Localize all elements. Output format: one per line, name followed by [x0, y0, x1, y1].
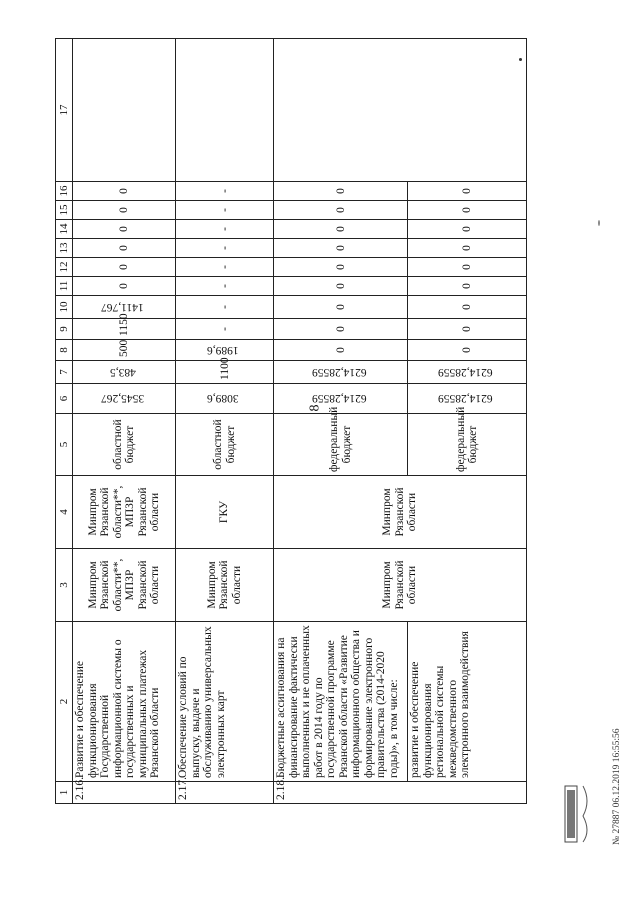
- year-value: 0: [408, 201, 527, 220]
- col-header-5: 5: [56, 414, 73, 476]
- year-value: -: [176, 201, 274, 220]
- row-number: 2.18.: [274, 782, 527, 804]
- notes-cell: [73, 39, 176, 182]
- total-amount-value: 3545,267: [100, 392, 145, 405]
- year-value: 0: [274, 220, 408, 239]
- responsible-executor: Минпром Рязанской области: [274, 549, 527, 622]
- year-value: 0: [73, 201, 176, 220]
- year-value: -: [176, 258, 274, 277]
- year-value: 0: [73, 258, 176, 277]
- col-header-13: 13: [56, 239, 73, 258]
- year-value: 0: [73, 182, 176, 201]
- total-amount-value: 3089,6: [207, 392, 239, 405]
- year-value: 500: [73, 340, 176, 361]
- total-amount-value: 6214,28559: [311, 392, 367, 405]
- col-header-14: 14: [56, 220, 73, 239]
- measure-name: Обеспечение условий по выпуску, выдаче и обслуживанию универсальных электронных карт: [176, 622, 274, 782]
- year-value: 0: [408, 182, 527, 201]
- col-header-1: 1: [56, 782, 73, 804]
- co-executor: Минпром Рязанской области**, МПЗР Рязанской области: [73, 476, 176, 549]
- table-row: [176, 39, 274, 804]
- year-value: -: [176, 277, 274, 296]
- year-value: [73, 361, 176, 384]
- year-value: -: [176, 319, 274, 340]
- header-row: [56, 39, 73, 804]
- col-header-3: 3: [56, 549, 73, 622]
- co-executor: ГКУ: [176, 476, 274, 549]
- col-header-9: 9: [56, 319, 73, 340]
- year-value: [274, 361, 408, 384]
- row-number: 2.16.: [73, 782, 176, 804]
- page-number: 8: [307, 404, 323, 412]
- measure-name: Развитие и обеспечение функционирования Государственной информационной системы о государственных и муниципальных платежах Рязанской области: [73, 622, 176, 782]
- col-header-16: 16: [56, 182, 73, 201]
- year-value: 0: [274, 201, 408, 220]
- rotated-table-wrapper: [55, 38, 518, 804]
- year-value-text: 483,5: [109, 366, 136, 378]
- year-value-text: 6214,28559: [438, 366, 493, 378]
- col-header-10: 10: [56, 296, 73, 319]
- year-value: -: [176, 296, 274, 319]
- col-header-15: 15: [56, 201, 73, 220]
- year-value: 0: [274, 239, 408, 258]
- notes-cell: [176, 39, 274, 182]
- table-row: [73, 39, 176, 804]
- year-value: 0: [274, 296, 408, 319]
- col-header-4: 4: [56, 476, 73, 549]
- col-header-8: 8: [56, 340, 73, 361]
- responsible-executor: Минпром Рязанской области: [176, 549, 274, 622]
- col-header-11: 11: [56, 277, 73, 296]
- year-value: 0: [274, 340, 408, 361]
- row-number: 2.17.: [176, 782, 274, 804]
- year-value: [408, 361, 527, 384]
- year-value: 0: [408, 340, 527, 361]
- year-value-text: 1411,767: [101, 301, 144, 313]
- year-value: 0: [274, 277, 408, 296]
- registration-note: № 27887 06.12.2019 16:55:56: [612, 728, 622, 845]
- funding-source: областной бюджет: [176, 414, 274, 476]
- year-value-text: 1989,6: [207, 344, 239, 356]
- funding-source: федеральный бюджет: [408, 414, 527, 476]
- year-value: 1150: [73, 319, 176, 340]
- col-header-2: 2: [56, 622, 73, 782]
- year-value: -: [176, 239, 274, 258]
- year-value: 0: [274, 319, 408, 340]
- measure-name: развитие и обеспечение функционирования региональной системы межведомственного электронного взаимодействия: [408, 622, 527, 782]
- year-value: 0: [73, 277, 176, 296]
- notes-cell: [274, 39, 527, 182]
- registration-stamp: [561, 746, 599, 846]
- year-value: 0: [408, 296, 527, 319]
- year-value: 0: [408, 319, 527, 340]
- responsible-executor: Минпром Рязанской области**, МПЗР Рязанской области: [73, 549, 176, 622]
- year-value: 0: [73, 239, 176, 258]
- year-value: 0: [408, 277, 527, 296]
- co-executor: Минпром Рязанской области: [274, 476, 527, 549]
- year-value: 0: [274, 182, 408, 201]
- total-amount-value: 6214,28559: [438, 392, 493, 405]
- scan-speck: [519, 58, 522, 61]
- total-amount: [176, 384, 274, 414]
- budget-table-sheet: [55, 38, 518, 804]
- measure-name: Бюджетные ассигнования на финансирование фактически выполненных и не оплаченных работ в 2014 году по государственной программе Рязанской области «Развитие информационного общества и формирование электронного правительства (2014-2020 годы)», в том числе:: [274, 622, 408, 782]
- col-header-7: 7: [56, 361, 73, 384]
- year-value: 0: [274, 258, 408, 277]
- year-value: 0: [73, 220, 176, 239]
- col-header-12: 12: [56, 258, 73, 277]
- col-header-17: 17: [56, 39, 73, 182]
- total-amount: [274, 384, 408, 414]
- funding-source: областной бюджет: [73, 414, 176, 476]
- funding-source: федеральный бюджет: [274, 414, 408, 476]
- year-value-text: 6214,28559: [311, 366, 367, 378]
- col-header-6: 6: [56, 384, 73, 414]
- year-value: -: [176, 220, 274, 239]
- year-value: 0: [408, 258, 527, 277]
- table-row: [274, 39, 408, 804]
- year-value: 0: [408, 220, 527, 239]
- year-value: -: [176, 182, 274, 201]
- budget-table: [55, 38, 527, 804]
- total-amount: [73, 384, 176, 414]
- scan-speck: [598, 220, 600, 226]
- year-value: 1100: [176, 361, 274, 384]
- year-value: 0: [408, 239, 527, 258]
- total-amount: [408, 384, 527, 414]
